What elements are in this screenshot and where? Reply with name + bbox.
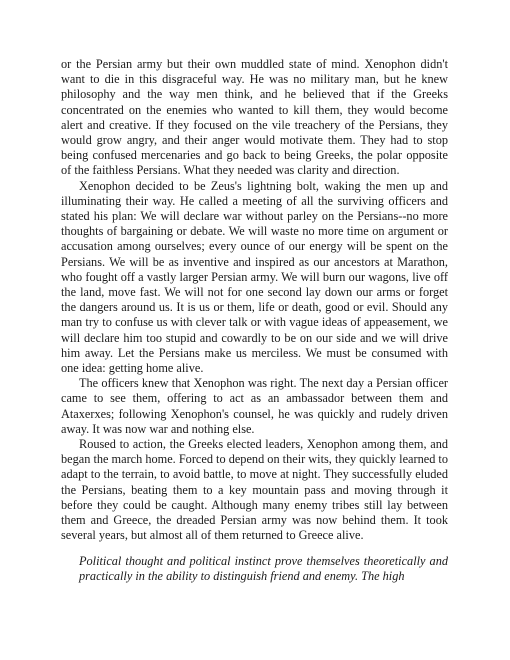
paragraph-xenophon-plan: Xenophon decided to be Zeus's lightning bolt, waking the men up and illuminating their way. He called a meeting of all the surviving officers and stated his plan: We will declare war without parley on the Persians--no more thoughts of bargaining or debate. We will waste no more time on argument or accusation among ourselves; every ounce of our energy will be spent on the Persians. We will be as inventive and inspired as our ancestors at Marathon, who fought off a vastly larger Persian army. We will burn our wagons, live off the land, move fast. We will not for one second lay down our arms or forget the dangers around us. It is us or them, life or death, good or evil. Should any man try to confuse us with clever talk or with vague ideas of appeasement, we will declare him too stupid and cowardly to be on our side and we will drive him away. Let the Persians make us merciless. We must be consumed with one idea: getting home alive. xyxy=(61,178,448,376)
epigraph-quote: Political thought and political instinct prove themselves theoretically and practically in the ability to distinguish friend and enemy. The high xyxy=(79,553,448,583)
paragraph-march-home: Roused to action, the Greeks elected leaders, Xenophon among them, and began the march home. Forced to depend on their wits, they quickly learned to adapt to the terrain, to avoid battle, to move at night. They successfully eluded the Persians, beating them to a key mountain pass and moving through it before they could be caught. Although many enemy tribes still lay between them and Greece, the dreaded Persian army was now behind them. It took several years, but almost all of them returned to Greece alive. xyxy=(61,437,448,543)
paragraph-xenophon-state-of-mind: or the Persian army but their own muddled state of mind. Xenophon didn't want to die in this disgraceful way. He was no military man, but he knew philosophy and the way men think, and he believed that if the Greeks concentrated on the enemies who wanted to kill them, they would become alert and creative. If they focused on the vile treachery of the Persians, they would grow angry, and their anger would motivate them. They had to stop being confused mercenaries and go back to being Greeks, the polar opposite of the faithless Persians. What they needed was clarity and direction. xyxy=(61,57,448,178)
page-text xyxy=(61,57,448,584)
paragraph-officers-agree: The officers knew that Xenophon was right. The next day a Persian officer came to see them, offering to act as an ambassador between them and Ataxerxes; following Xenophon's counsel, he was quickly and rudely driven away. It was now war and nothing else. xyxy=(61,376,448,436)
